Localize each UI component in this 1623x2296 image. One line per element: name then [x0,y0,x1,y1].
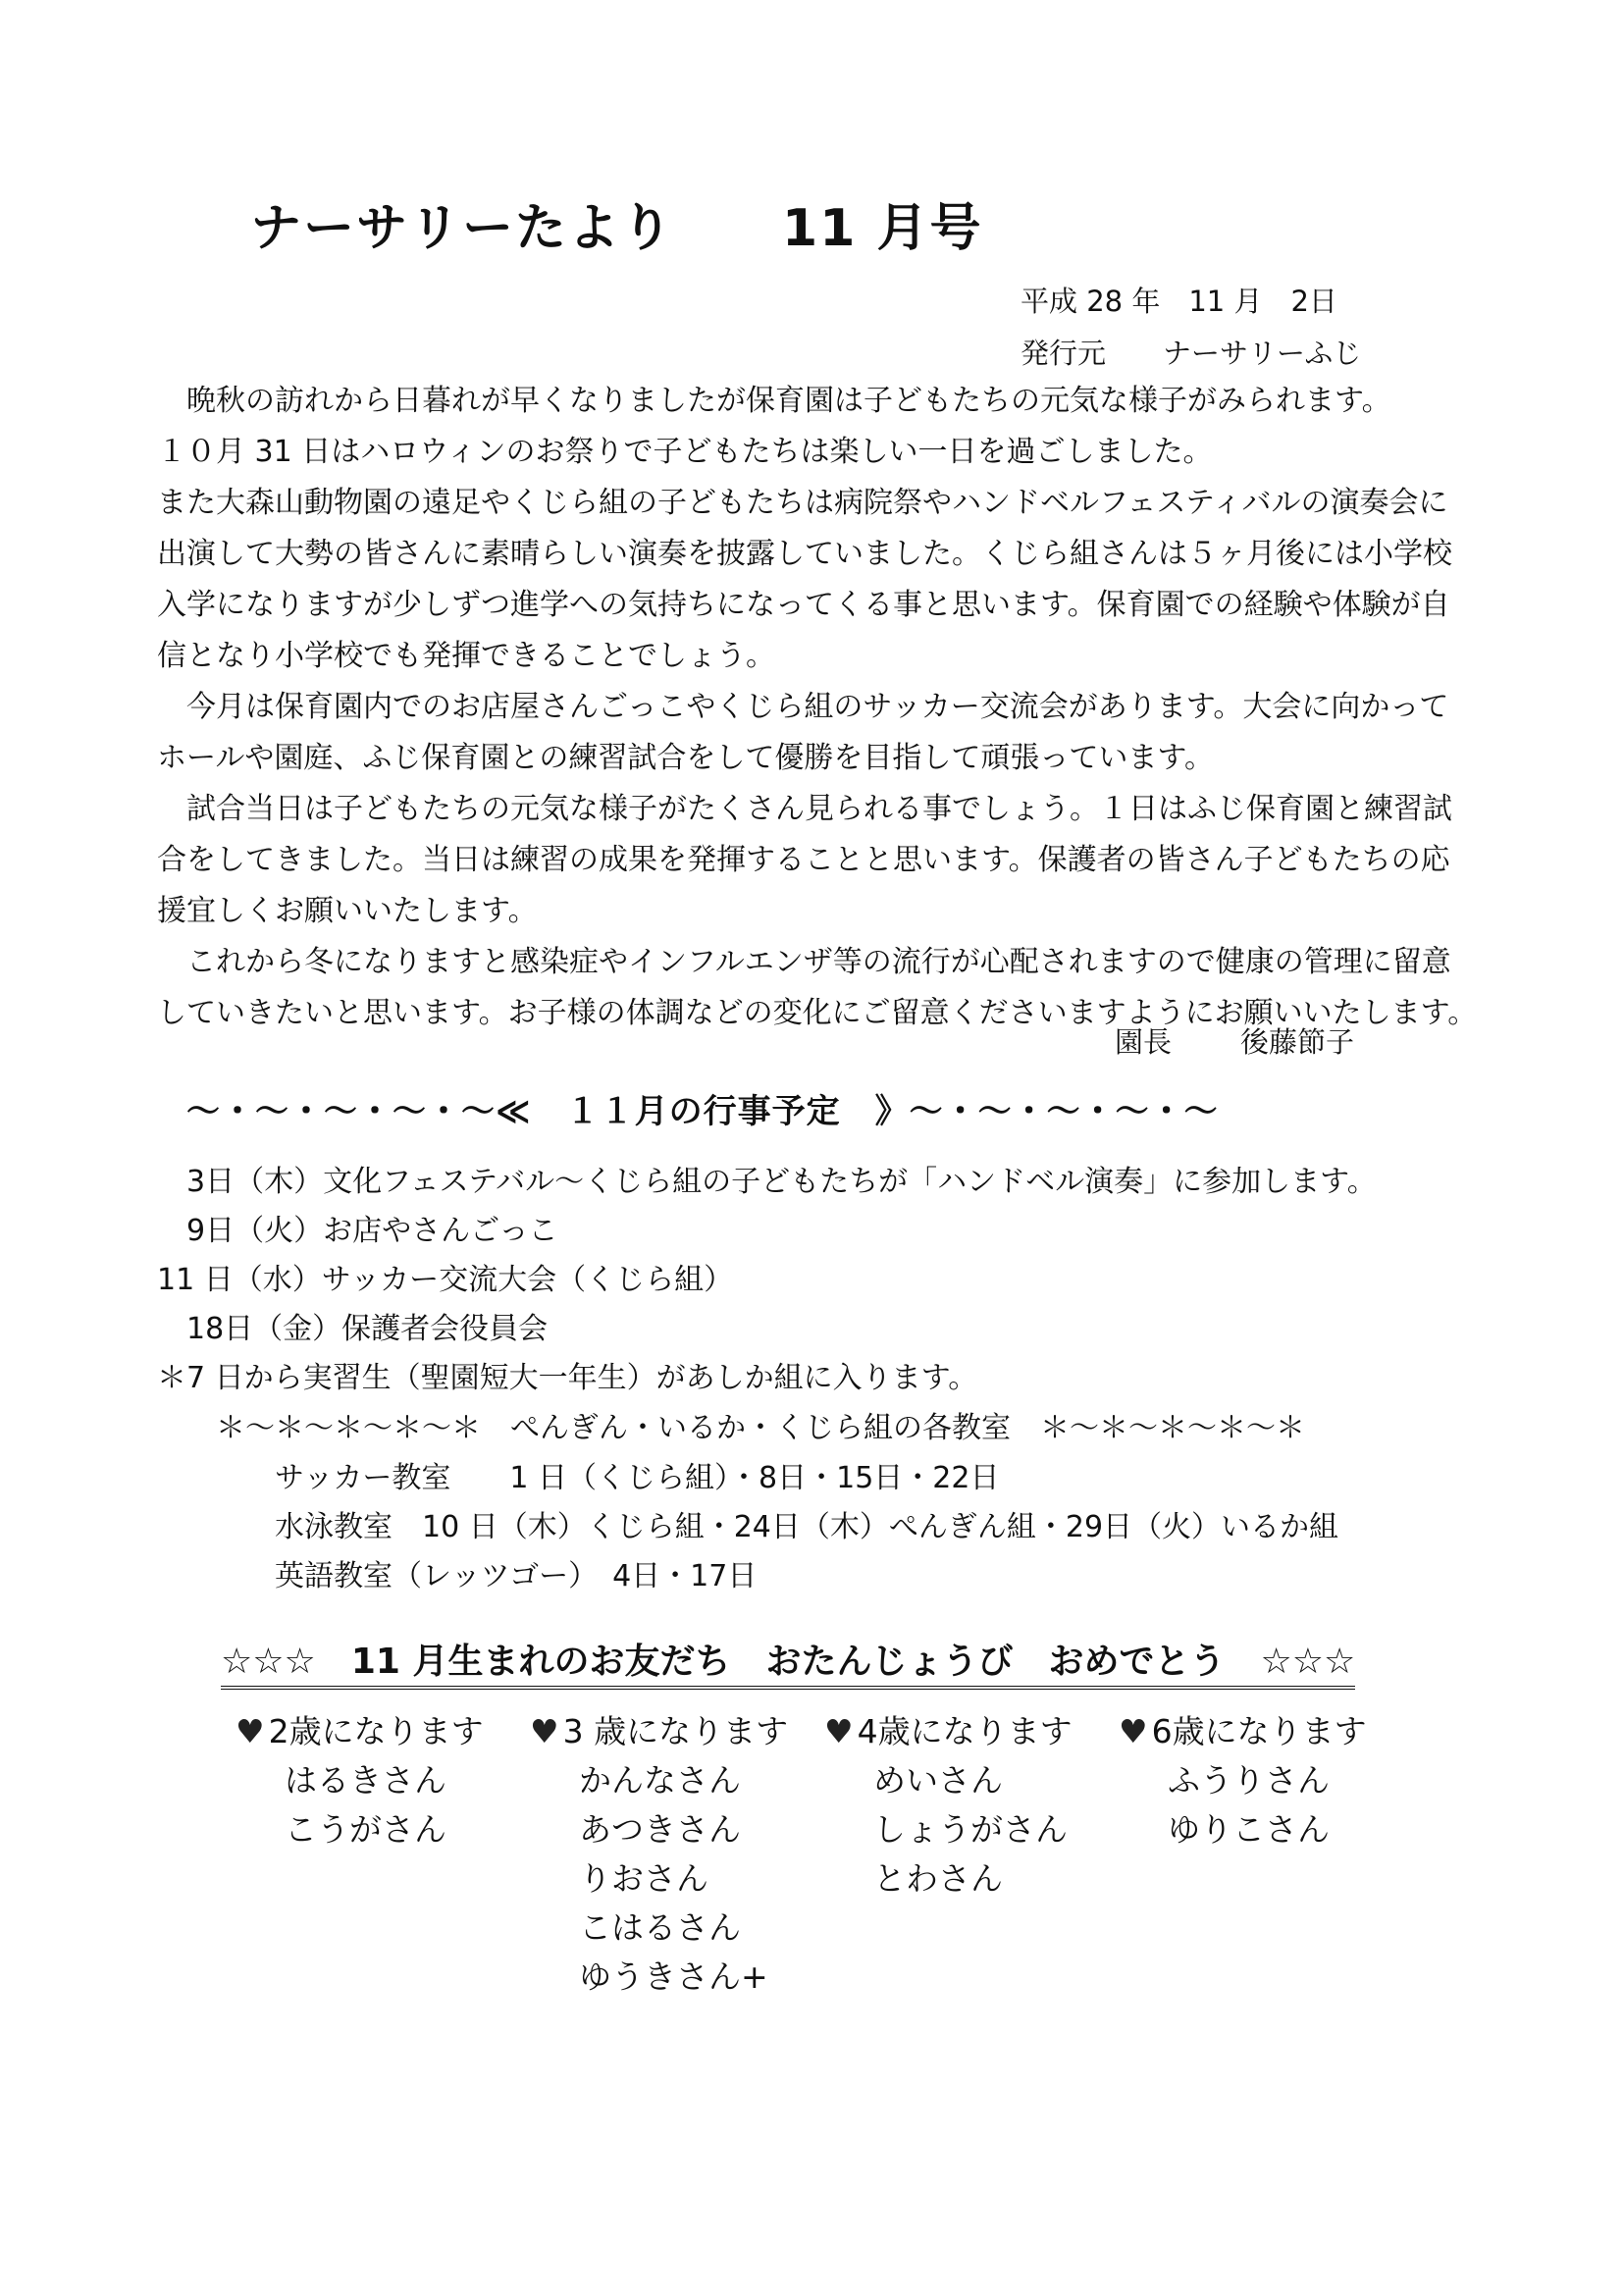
principal-signature [1115,1020,1354,1061]
group-label: 6歳になります [1151,1712,1367,1750]
events-heading: ～・～・～・～・～≪ １１月の行事予定 》～・～・～・～・～ [186,1092,1219,1131]
event-item: 11 日（水）サッカー交流大会（くじら組） [157,1263,734,1297]
birthday-group [824,1707,1109,1904]
principal-name: 後藤節子 [1240,1025,1355,1059]
child-name: しょうがさん [873,1810,1068,1849]
group-header [530,1707,814,1756]
heart-icon: ♥ [1119,1712,1148,1750]
group-header [824,1707,1109,1756]
letter-line: 合をしてきました。当日は練習の成果を発揮することと思います。保護者の皆さん子どもたちの応 [157,843,1450,877]
letter-line: また大森山動物園の遠足やくじら組の子どもたちは病院祭やハンドベルフェスティバルの演奏会に [157,486,1448,520]
letter-line: 入学になりますが少しずつ進学への気持ちになってくる事と思います。保育園での経験や体験が自 [157,588,1450,622]
title-month: 11 月号 [782,199,983,258]
issue-date: 平成 28 年 11 月 2日 [1021,285,1337,318]
letter-line: 出演して大勢の皆さんに素晴らしい演奏を披露していました。くじら組さんは５ヶ月後には小学校 [157,537,1452,571]
group-label: 3 歳になります [562,1712,789,1750]
heart-icon: ♥ [824,1712,854,1750]
child-name: りおさん [579,1859,708,1898]
events-list [157,1158,1377,1403]
child-name: ゆりこさん [1168,1810,1330,1849]
letter-line: 援宜しくお願いいたします。 [157,894,538,928]
publisher: 発行元 ナーサリーふじ [1021,337,1362,370]
letter-line: 今月は保育園内でのお店屋さんごっこやくじら組のサッカー交流会があります。大会に向かって [157,690,1449,724]
classes-list [275,1454,1338,1601]
birthday-group [236,1707,520,1854]
group-names [236,1756,520,1854]
classes-heading: ＊～＊～＊～＊～＊ ぺんぎん・いるか・くじら組の各教室 ＊～＊～＊～＊～＊ [216,1411,1305,1445]
letter-line: 晩秋の訪れから日暮れが早くなりましたが保育園は子どもたちの元気な様子がみられます。 [157,384,1391,418]
swim-class: 水泳教室 10 日（木）くじら組・24日（木）ぺんぎん組・29日（火）いるか組 [275,1510,1339,1544]
child-name: ゆうきさん+ [579,1957,768,1996]
letter-line: 信となり小学校でも発揮できることでしょう。 [157,639,775,673]
letter-line: していきたいと思います。お子様の体調などの変化にご留意くださいますようにお願いいたします。 [157,996,1478,1030]
english-class: 英語教室（レッツゴー） 4日・17日 [275,1559,758,1593]
group-label: 4歳になります [857,1712,1073,1750]
page-title [250,186,982,260]
child-name: あつきさん [579,1810,741,1849]
title-text: ナーサリーたより [250,199,675,258]
letter-line: 試合当日は子どもたちの元気な様子がたくさん見られる事でしょう。１日はふじ保育園と練習試 [157,792,1452,826]
child-name: こうがさん [285,1810,446,1849]
principal-title: 園長 [1115,1025,1173,1059]
letter-line: ホールや園庭、ふじ保育園との練習試合をして優勝を目指して頑張っています。 [157,741,1214,775]
event-item: 3日（木）文化フェステバル～くじら組の子どもたちが「ハンドベル演奏」に参加します。 [157,1165,1377,1199]
group-label: 2歳になります [268,1712,484,1750]
group-header [1119,1707,1403,1756]
child-name: かんなさん [579,1761,741,1800]
birthday-heading: ☆☆☆ 11 月生まれのお友だち おたんじょうび おめでとう ☆☆☆ [221,1634,1355,1690]
group-header [236,1707,520,1756]
soccer-dates: 1 日（くじら組）・8日・15日・22日 [509,1461,1000,1495]
birthday-group [1119,1707,1403,1854]
soccer-class [275,1454,1338,1503]
child-name: とわさん [873,1859,1003,1898]
child-name: はるきさん [285,1761,446,1800]
birthday-group [530,1707,814,2002]
letter-line: これから冬になりますと感染症やインフルエンザ等の流行が心配されますので健康の管理に留意 [157,945,1451,979]
event-item: 18日（金）保護者会役員会 [157,1312,549,1346]
group-names [824,1756,1109,1904]
event-item: 9日（火）お店やさんごっこ [157,1214,558,1248]
child-name: めいさん [873,1761,1003,1800]
letter-line: １０月 31 日はハロウィンのお祭りで子どもたちは楽しい一日を過ごしました。 [157,435,1213,469]
event-item: ＊7 日から実習生（聖園短大一年生）があしか組に入ります。 [157,1361,978,1395]
heart-icon: ♥ [236,1712,265,1750]
heart-icon: ♥ [530,1712,559,1750]
group-names [530,1756,814,2002]
soccer-label: サッカー教室 [275,1461,451,1495]
child-name: ふうりさん [1168,1761,1330,1800]
letter-body [157,376,1492,1039]
child-name: こはるさん [579,1908,741,1947]
group-names [1119,1756,1403,1854]
